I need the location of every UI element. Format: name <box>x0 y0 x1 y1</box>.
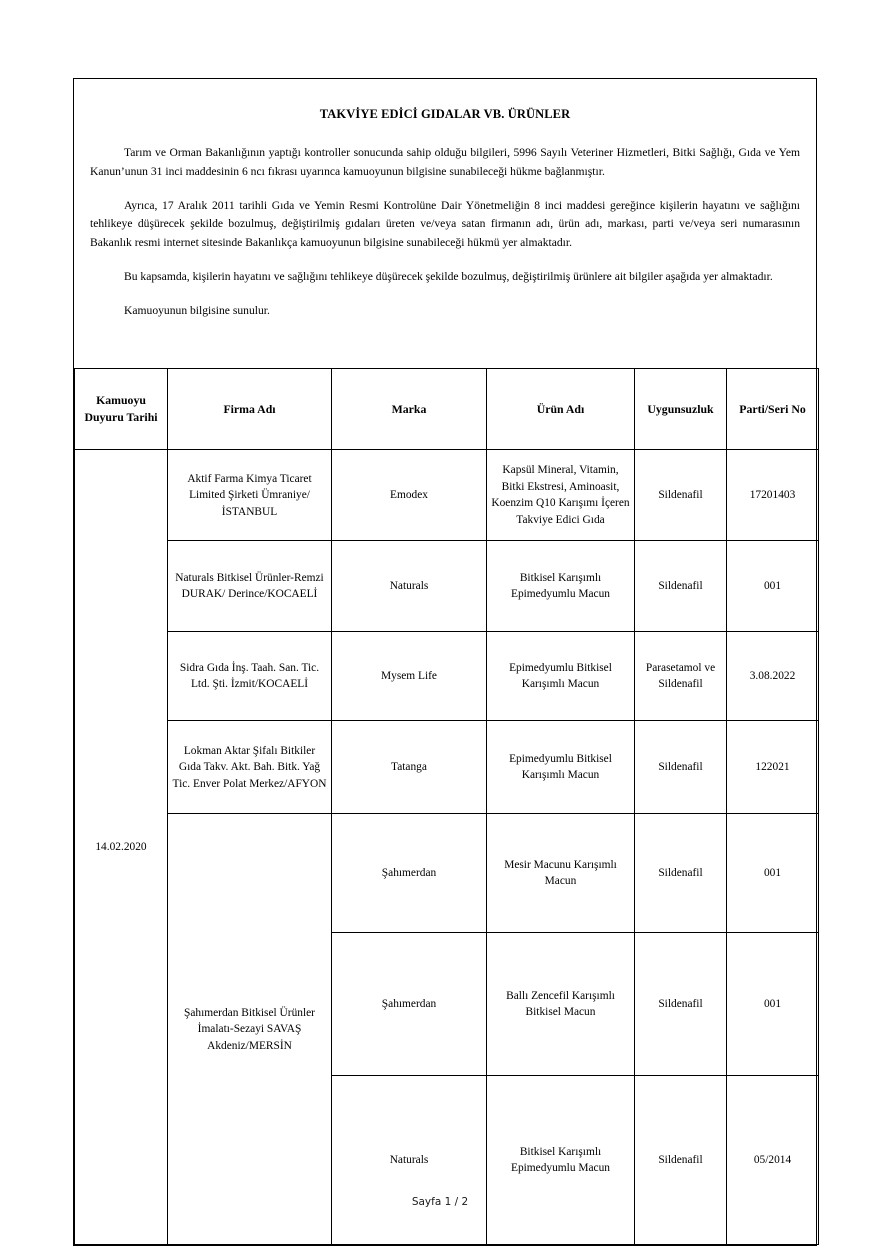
document-page-frame <box>73 78 817 1246</box>
cell-product: Kapsül Mineral, Vitamin, Bitki Ekstresi, Aminoasit, Koenzim Q10 Karışımı İçeren Takviye Edici Gıda <box>487 450 635 541</box>
cell-batch: 122021 <box>727 721 819 814</box>
cell-firm-merged: Şahımerdan Bitkisel Ürünler İmalatı-Sezayi SAVAŞ Akdeniz/MERSİN <box>168 814 332 1245</box>
cell-brand: Naturals <box>332 541 487 632</box>
cell-noncompliance: Sildenafil <box>635 933 727 1076</box>
column-header-announcement-date <box>75 369 168 450</box>
cell-product: Epimedyumlu Bitkisel Karışımlı Macun <box>487 721 635 814</box>
intro-paragraph-4: Kamuoyunun bilgisine sunulur. <box>124 303 270 317</box>
cell-brand: Mysem Life <box>332 632 487 721</box>
cell-product: Mesir Macunu Karışımlı Macun <box>487 814 635 933</box>
cell-noncompliance: Sildenafil <box>635 541 727 632</box>
cell-firm: Lokman Aktar Şifalı Bitkiler Gıda Takv. Akt. Bah. Bitk. Yağ Tic. Enver Polat Merkez/AFYON <box>168 721 332 814</box>
page-footer: Sayfa 1 / 2 <box>411 1196 469 1208</box>
cell-brand: Tatanga <box>332 721 487 814</box>
table-row <box>75 814 819 933</box>
products-table <box>74 368 819 1245</box>
cell-noncompliance: Sildenafil <box>635 450 727 541</box>
cell-batch: 05/2014 <box>727 1076 819 1245</box>
column-header-noncompliance: Uygunsuzluk <box>635 369 727 450</box>
cell-announcement-date: 14.02.2020 <box>75 450 168 1245</box>
cell-brand: Emodex <box>332 450 487 541</box>
cell-firm: Aktif Farma Kimya Ticaret Limited Şirketi Ümraniye/İSTANBUL <box>168 450 332 541</box>
table-row <box>75 450 819 541</box>
cell-firm: Naturals Bitkisel Ürünler-Remzi DURAK/ Derince/KOCAELİ <box>168 541 332 632</box>
intro-paragraph-1: Tarım ve Orman Bakanlığının yaptığı kontroller sonucunda sahip olduğu bilgileri, 5996 Sayılı Veteriner Hizmetleri, Bitki Sağlığı, Gıda ve Yem Kanun’unun 31 inci maddesinin 6 ncı fıkrası uyarınca kamuoyunun bilgisine sunabileceği hükme bağlanmıştır. <box>90 146 800 178</box>
cell-brand: Şahımerdan <box>332 814 487 933</box>
column-header-brand: Marka <box>332 369 487 450</box>
table-header-row <box>75 369 819 450</box>
page-title: TAKVİYE EDİCİ GIDALAR VB. ÜRÜNLER <box>319 107 571 121</box>
column-header-product: Ürün Adı <box>487 369 635 450</box>
column-header-batch: Parti/Seri No <box>727 369 819 450</box>
cell-brand: Şahımerdan <box>332 933 487 1076</box>
cell-batch: 001 <box>727 541 819 632</box>
table-row <box>75 721 819 814</box>
cell-brand: Naturals <box>332 1076 487 1245</box>
intro-paragraph-3: Bu kapsamda, kişilerin hayatını ve sağlığını tehlikeye düşürecek şekilde bozulmuş, değiştirilmiş ürünlere ait bilgiler aşağıda yer almaktadır. <box>124 269 773 283</box>
cell-product: Bitkisel Karışımlı Epimedyumlu Macun <box>487 1076 635 1245</box>
cell-product: Epimedyumlu Bitkisel Karışımlı Macun <box>487 632 635 721</box>
intro-paragraph-2: Ayrıca, 17 Aralık 2011 tarihli Gıda ve Yemin Resmi Kontrolüne Dair Yönetmeliğin 8 inci maddesi gereğince kişilerin hayatını ve sağlığını tehlikeye düşürecek şekilde bozulmuş, değiştirilmiş gıdaları üreten ve/veya satan firmanın adı, ürün adı, markası, parti ve/veya seri numarasının Bakanlık resmi internet sitesinde Bakanlıkça kamuoyunun bilgisine sunabileceği hükmü yer almaktadır. <box>90 198 800 250</box>
column-header-firm: Firma Adı <box>168 369 332 450</box>
table-row <box>75 632 819 721</box>
cell-batch: 001 <box>727 814 819 933</box>
column-header-date-line2: Duyuru Tarihi <box>84 410 158 425</box>
cell-product: Bitkisel Karışımlı Epimedyumlu Macun <box>487 541 635 632</box>
cell-batch: 001 <box>727 933 819 1076</box>
cell-noncompliance: Sildenafil <box>635 814 727 933</box>
cell-batch: 17201403 <box>727 450 819 541</box>
table-row <box>75 541 819 632</box>
cell-noncompliance: Sildenafil <box>635 721 727 814</box>
intro-bottom-spacer <box>90 320 800 348</box>
cell-batch: 3.08.2022 <box>727 632 819 721</box>
column-header-date-line1: Kamuoyu <box>96 393 146 408</box>
cell-noncompliance: Sildenafil <box>635 1076 727 1245</box>
cell-noncompliance: Parasetamol ve Sildenafil <box>635 632 727 721</box>
document-header-block <box>74 79 816 368</box>
cell-firm: Sidra Gıda İnş. Taah. San. Tic. Ltd. Şti. İzmit/KOCAELİ <box>168 632 332 721</box>
cell-product: Ballı Zencefil Karışımlı Bitkisel Macun <box>487 933 635 1076</box>
